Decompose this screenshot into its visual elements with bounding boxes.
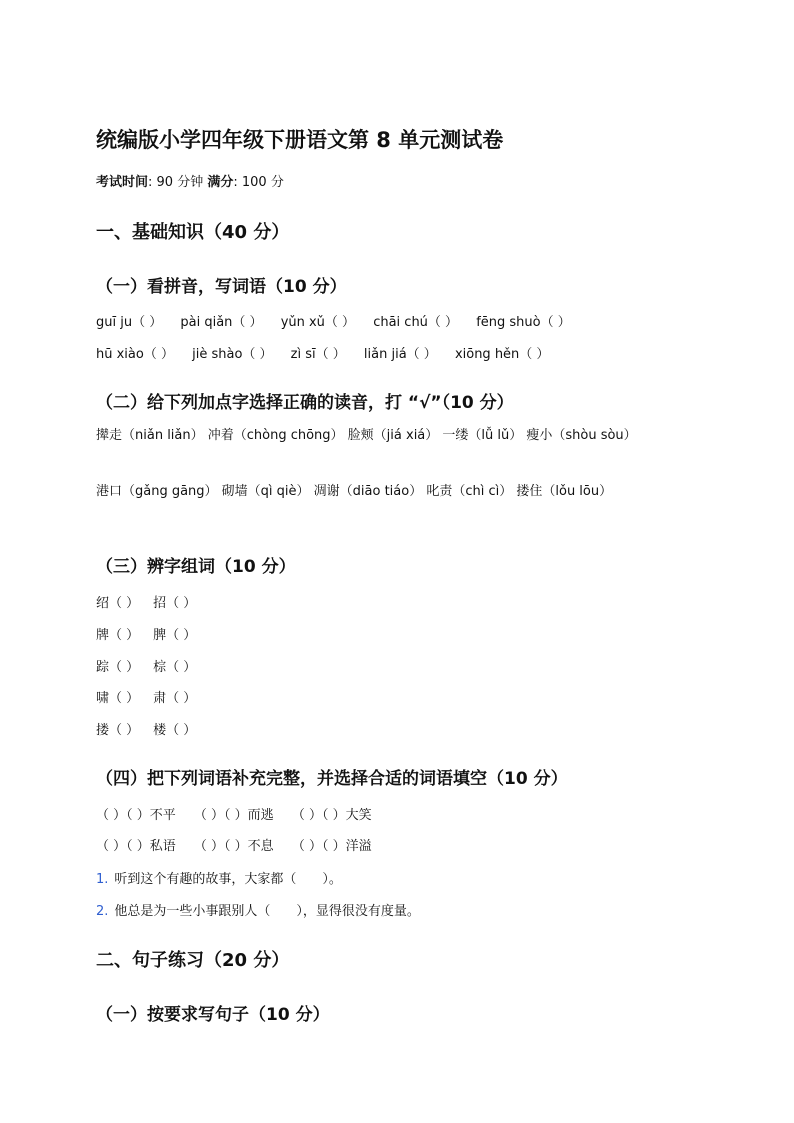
pinyin-item: hū xiào（ ）: [96, 347, 174, 362]
pronunciation-line-1: 撵走（niǎn liǎn） 冲着（chòng chōng） 脸颊（jiá xiá） 一缕（lǚ lǔ） 瘦小（shòu sòu）: [96, 428, 637, 443]
char-word-item: 棕（ ）: [153, 660, 197, 675]
pinyin-item: fēng shuò（ ）: [476, 315, 571, 330]
pinyin-item: jiè shào（ ）: [192, 347, 273, 362]
subsection-heading-rewrite: （一）按要求写句子（10 分）: [96, 1005, 330, 1025]
pronunciation-line-2: 港口（gǎng gāng） 砌墙（qì qiè） 凋谢（diāo tiáo） 叱责（chì cì） 搂住（lǒu lōu）: [96, 484, 613, 499]
section-heading-sentences: 二、句子练习（20 分）: [96, 950, 290, 971]
pinyin-row-1: [96, 311, 571, 330]
char-word-row: [96, 719, 196, 738]
pinyin-item: pài qiǎn（ ）: [180, 315, 263, 330]
pinyin-item: xiōng hěn（ ）: [454, 347, 550, 362]
question-text: 他总是为一些小事跟别人（ ），显得很没有度量。: [114, 904, 420, 919]
idiom-item: （ ）（ ）不息: [193, 839, 274, 854]
idiom-item: （ ）（ ）洋溢: [291, 839, 372, 854]
question-number: 2.: [96, 904, 109, 919]
fill-question-2: [96, 900, 420, 919]
char-word-item: 牌（ ）: [96, 628, 140, 643]
time-label: 考试时间: [96, 175, 149, 190]
subsection-heading-idioms: （四）把下列词语补充完整，并选择合适的词语填空（10 分）: [96, 769, 568, 789]
idiom-row-2: [96, 835, 372, 854]
fill-question-1: [96, 868, 342, 887]
question-number: 1.: [96, 872, 109, 887]
char-word-item: 搂（ ）: [96, 723, 140, 738]
pinyin-row-2: [96, 343, 549, 362]
subsection-heading-pinyin: （一）看拼音，写词语（10 分）: [96, 277, 347, 297]
idiom-item: （ ）（ ）而逃: [193, 808, 274, 823]
char-word-row: [96, 687, 196, 706]
idiom-row-1: [96, 804, 372, 823]
char-word-row: [96, 592, 196, 611]
pinyin-item: zì sī（ ）: [290, 347, 346, 362]
idiom-item: （ ）（ ）不平: [96, 808, 176, 823]
time-value: 90 分钟: [156, 175, 204, 190]
char-word-row: [96, 656, 196, 675]
char-word-item: 楼（ ）: [153, 723, 197, 738]
question-text: 听到这个有趣的故事，大家都（ ）。: [114, 872, 342, 887]
score-label: 满分: [207, 175, 234, 190]
char-word-item: 啸（ ）: [96, 691, 140, 706]
char-word-item: 脾（ ）: [153, 628, 197, 643]
pinyin-item: guī ju（ ）: [96, 315, 163, 330]
char-word-item: 肃（ ）: [153, 691, 197, 706]
idiom-item: （ ）（ ）大笑: [291, 808, 372, 823]
char-word-item: 绍（ ）: [96, 596, 140, 611]
pinyin-item: liǎn jiá（ ）: [363, 347, 437, 362]
subsection-heading-char-words: （三）辨字组词（10 分）: [96, 557, 296, 577]
section-heading-basics: 一、基础知识（40 分）: [96, 222, 290, 243]
subsection-heading-pronunciation: （二）给下列加点字选择正确的读音，打 “√”（10 分）: [96, 393, 514, 413]
pinyin-item: chāi chú（ ）: [373, 315, 459, 330]
pinyin-item: yǔn xǔ（ ）: [280, 315, 356, 330]
idiom-item: （ ）（ ）私语: [96, 839, 176, 854]
char-word-item: 招（ ）: [153, 596, 197, 611]
score-value: 100 分: [241, 175, 284, 190]
char-word-row: [96, 624, 196, 643]
char-word-item: 踪（ ）: [96, 660, 140, 675]
exam-meta: 考试时间: 90 分钟 满分: 100 分: [96, 175, 284, 190]
page-title: 统编版小学四年级下册语文第 8 单元测试卷: [96, 128, 504, 152]
